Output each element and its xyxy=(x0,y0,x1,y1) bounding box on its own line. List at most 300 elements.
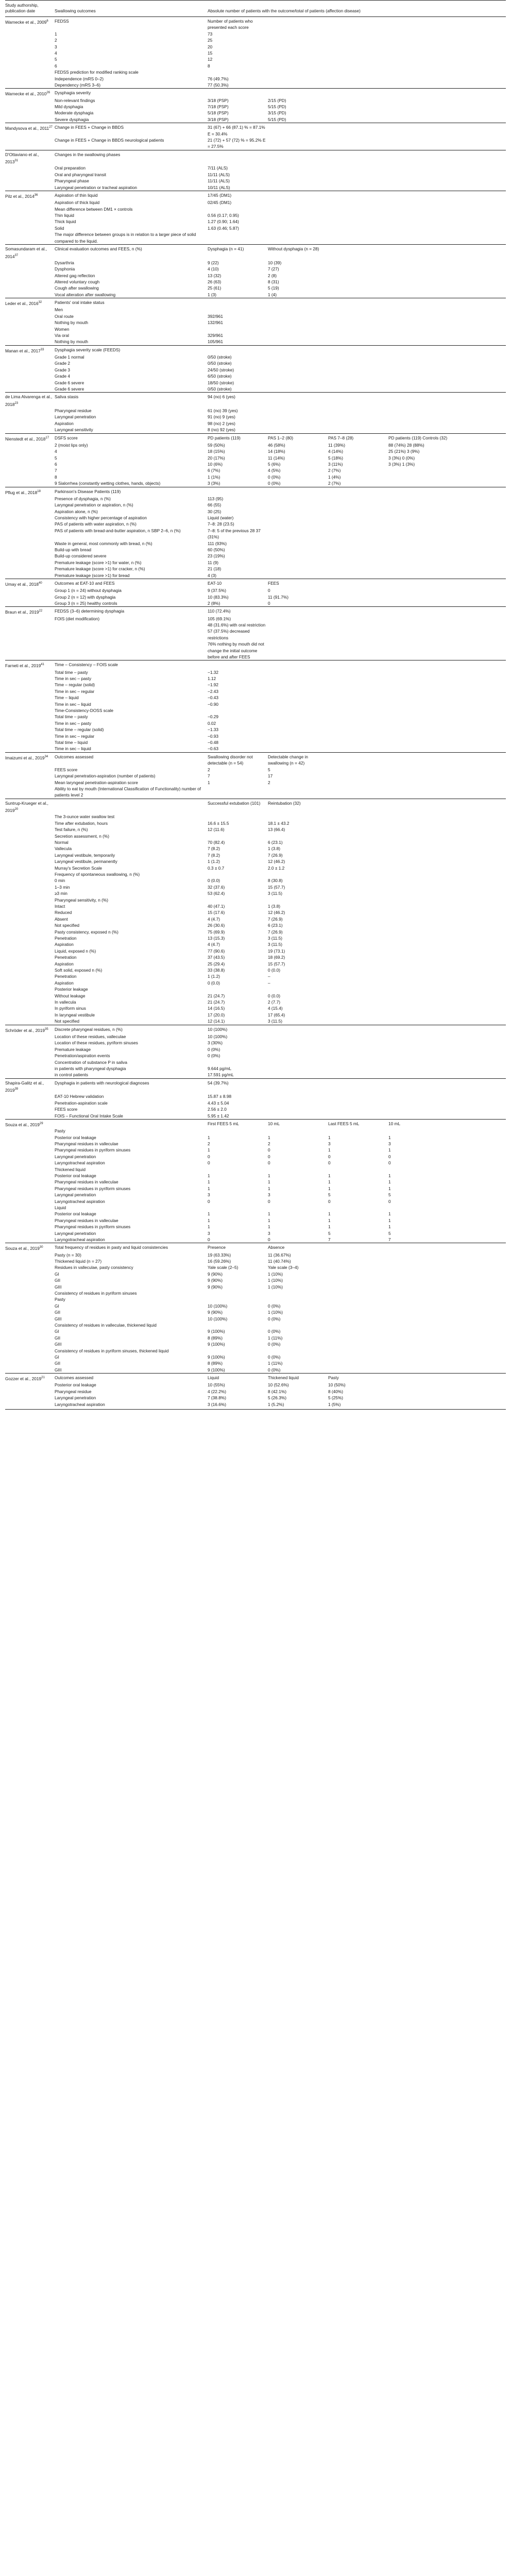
result-cell-2 xyxy=(268,1290,328,1296)
result-cell-2: 3 (11.5) xyxy=(268,891,282,896)
blank-cell xyxy=(5,839,55,845)
blank-cell xyxy=(5,266,55,272)
blank-cell xyxy=(5,739,55,745)
blank-cell xyxy=(5,184,55,191)
result-cell-3 xyxy=(328,669,388,675)
blank-cell xyxy=(5,566,55,572)
table-row xyxy=(5,502,506,508)
outcome-cell: The major difference between groups is in relation to a larger piece of solid compared to the liquid. xyxy=(55,232,196,244)
table-row xyxy=(5,858,506,865)
outcome-cell: Mean difference between DM1 × controls xyxy=(55,206,133,212)
result-cell-1: 4 (10) xyxy=(208,266,219,272)
result-cell-1: 7–8: 28 (23.5) xyxy=(208,521,234,527)
outcome-cell: Oral preparation xyxy=(55,165,86,171)
blank-cell xyxy=(5,360,55,366)
table-row xyxy=(5,701,506,707)
result-cell-2 xyxy=(268,178,328,184)
result-cell-3 xyxy=(328,1072,388,1078)
result-cell-1: 6/50 (stroke) xyxy=(208,374,232,379)
result-cell-4 xyxy=(388,616,506,622)
table-row xyxy=(5,707,506,714)
result-cell-3: 5 xyxy=(328,1192,331,1198)
table-row xyxy=(5,184,506,191)
table-row xyxy=(5,380,506,386)
table-row xyxy=(5,474,506,480)
result-cell-4 xyxy=(388,909,506,916)
table-row xyxy=(5,1367,506,1374)
outcome-cell: Aspiration xyxy=(55,942,74,947)
result-cell-4 xyxy=(388,150,506,165)
result-cell-4 xyxy=(388,1005,506,1011)
outcome-cell: in patients with pharyngeal dysphagia xyxy=(55,1065,126,1071)
result-cell-4 xyxy=(388,1093,506,1099)
study-cell xyxy=(5,1025,55,1033)
study-reference: 18 xyxy=(37,489,41,493)
result-cell-1: 66 (55) xyxy=(208,502,222,508)
result-cell-1: 0.02 xyxy=(208,720,216,726)
result-cell-4: 1 xyxy=(388,1134,391,1140)
table-row xyxy=(5,266,506,272)
study-reference: 36 xyxy=(34,194,38,197)
table-row xyxy=(5,354,506,360)
blank-cell xyxy=(5,641,55,660)
blank-cell xyxy=(5,1033,55,1040)
result-cell-4 xyxy=(388,260,506,266)
result-cell-3 xyxy=(328,1100,388,1106)
outcome-cell: Waste in general, most commonly with bread, n (%) xyxy=(55,540,152,546)
table-row xyxy=(5,307,506,313)
blank-cell xyxy=(5,961,55,967)
result-cell-3: 0 xyxy=(328,1160,331,1166)
study-author: Schröder et al., 2019 xyxy=(5,1027,45,1033)
outcome-cell: GIII xyxy=(55,1342,62,1347)
result-cell-1: −1.33 xyxy=(208,727,218,733)
table-row xyxy=(5,1388,506,1395)
result-cell-2 xyxy=(268,206,328,212)
result-cell-1: −0.48 xyxy=(208,740,218,745)
blank-cell xyxy=(5,622,55,628)
result-cell-3 xyxy=(328,367,388,373)
table-row xyxy=(5,1360,506,1366)
result-cell-4: 88 (74%) 28 (88%) xyxy=(388,442,424,448)
result-cell-3 xyxy=(328,1113,388,1120)
result-cell-4: 1 xyxy=(388,1179,391,1185)
result-cell-4 xyxy=(388,298,506,307)
result-cell-4 xyxy=(388,877,506,884)
table-row xyxy=(5,726,506,733)
result-cell-2: 0 (0%) xyxy=(268,474,281,480)
result-cell-2: 2 xyxy=(268,779,270,785)
result-cell-4 xyxy=(388,427,506,433)
result-cell-1: 13 (15.3) xyxy=(208,936,225,941)
result-cell-3: Last FEES 5 mL xyxy=(328,1119,388,1128)
result-cell-3 xyxy=(328,720,388,726)
result-cell-2 xyxy=(268,231,328,244)
result-cell-2 xyxy=(268,897,328,903)
result-cell-1: 10 (100%) xyxy=(208,1033,228,1039)
result-cell-1: 4.43 ± 5.04 xyxy=(208,1100,229,1106)
blank-cell xyxy=(5,707,55,714)
result-cell-3 xyxy=(328,579,388,588)
blank-cell xyxy=(5,1147,55,1153)
result-cell-3 xyxy=(328,820,388,826)
result-cell-4 xyxy=(388,1388,506,1395)
result-cell-2 xyxy=(268,1033,328,1040)
blank-cell xyxy=(5,1154,55,1160)
result-cell-2 xyxy=(268,1113,328,1120)
study-cell xyxy=(5,607,55,616)
result-cell-2: 5 (6%) xyxy=(268,461,281,467)
outcome-cell: Time after extubation, hours xyxy=(55,820,108,826)
study-cell xyxy=(5,1243,55,1252)
result-cell-2: 12 (46.2) xyxy=(268,859,285,865)
result-cell-3 xyxy=(328,212,388,218)
result-cell-4 xyxy=(388,386,506,393)
result-cell-2: Yale scale (3–4) xyxy=(268,1265,299,1270)
study-reference: 32 xyxy=(38,301,42,304)
study-reference: 41 xyxy=(41,663,44,667)
table-row xyxy=(5,1185,506,1192)
result-cell-3 xyxy=(328,319,388,326)
result-cell-1: 0 (0%) xyxy=(208,1046,220,1052)
result-cell-4 xyxy=(388,1271,506,1277)
result-cell-4 xyxy=(388,1065,506,1072)
result-cell-2: 11 (91.7%) xyxy=(268,594,288,600)
blank-cell xyxy=(5,279,55,285)
result-cell-2 xyxy=(268,720,328,726)
result-cell-2 xyxy=(268,566,328,572)
result-cell-2 xyxy=(268,1078,328,1093)
outcome-cell: Women xyxy=(55,326,70,332)
result-cell-3 xyxy=(328,150,388,165)
result-cell-3 xyxy=(328,1093,388,1099)
blank-cell xyxy=(5,206,55,212)
result-cell-4 xyxy=(388,980,506,986)
blank-cell xyxy=(5,455,55,461)
result-cell-2 xyxy=(268,420,328,427)
result-cell-2 xyxy=(268,56,328,62)
blank-cell xyxy=(5,814,55,820)
blank-cell xyxy=(5,1341,55,1347)
blank-cell xyxy=(5,967,55,973)
result-cell-3 xyxy=(328,986,388,992)
study-author: Mandysova et al., 2011 xyxy=(5,126,49,131)
outcome-cell: 3 xyxy=(55,44,57,49)
result-cell-4 xyxy=(388,172,506,178)
result-cell-1 xyxy=(208,871,268,877)
result-cell-1: 61 (no) 39 (yes) xyxy=(208,408,238,413)
result-cell-4 xyxy=(388,622,506,628)
result-cell-4 xyxy=(388,408,506,414)
result-cell-3 xyxy=(328,540,388,547)
result-cell-4 xyxy=(388,1258,506,1264)
result-cell-3 xyxy=(328,313,388,319)
outcome-cell: Laryngeal penetration xyxy=(55,414,96,420)
table-row xyxy=(5,199,506,206)
result-cell-3 xyxy=(328,890,388,896)
study-outcomes-table xyxy=(5,0,506,1410)
result-cell-3 xyxy=(328,999,388,1005)
result-cell-4 xyxy=(388,212,506,218)
outcome-cell: PAS of patients with bread-and-butter aspiration, n SBP 2–6, n (%) xyxy=(55,528,181,533)
outcome-cell: Pasty xyxy=(55,1128,65,1134)
result-cell-3: 1 xyxy=(328,1211,331,1217)
result-cell-2 xyxy=(268,393,328,408)
table-row xyxy=(5,1059,506,1065)
result-cell-4 xyxy=(388,547,506,553)
result-cell-1: 5/18 (PSP) xyxy=(208,110,229,116)
result-cell-3: 3 (11%) xyxy=(328,461,343,467)
result-cell-1: 9 (100%) xyxy=(208,1367,225,1372)
study-author: Suntrup-Krueger et al., 2019 xyxy=(5,800,48,813)
result-cell-3 xyxy=(328,1360,388,1366)
blank-cell xyxy=(5,1179,55,1185)
outcome-cell: Time in sec – pasty xyxy=(55,676,92,681)
result-cell-4: 1 xyxy=(388,1147,391,1153)
table-row xyxy=(5,607,506,616)
blank-cell xyxy=(5,1335,55,1341)
result-cell-1: 0/50 (stroke) xyxy=(208,361,232,366)
outcome-cell: Time in sec – liquid xyxy=(55,701,91,707)
outcome-cell: Laryngotracheal aspiration xyxy=(55,1237,105,1242)
blank-cell xyxy=(5,373,55,379)
outcome-cell: 9 Sialorrhea (constantly wetting clothes, hands, objects) xyxy=(55,481,161,486)
result-cell-4 xyxy=(388,1059,506,1065)
study-author: Imaizumi et al., 2019 xyxy=(5,755,45,760)
blank-cell xyxy=(5,884,55,890)
outcome-cell: ≥3 min xyxy=(55,891,67,896)
result-cell-4 xyxy=(388,1053,506,1059)
result-cell-1 xyxy=(208,707,268,714)
table-row xyxy=(5,123,506,137)
outcome-cell: Time – Consistency – FOIS scale xyxy=(55,660,208,669)
table-row xyxy=(5,852,506,858)
result-cell-1: −1.32 xyxy=(208,669,218,675)
table-row xyxy=(5,218,506,225)
result-cell-3 xyxy=(328,967,388,973)
table-row xyxy=(5,408,506,414)
blank-cell xyxy=(5,515,55,521)
result-cell-1: 1 (1.2) xyxy=(208,859,220,865)
result-cell-2: 0 xyxy=(268,588,270,594)
result-cell-4 xyxy=(388,1401,506,1410)
result-cell-4 xyxy=(388,1328,506,1334)
result-cell-3 xyxy=(328,1059,388,1065)
result-cell-3: 1 xyxy=(328,1217,331,1223)
outcome-cell: in control patients xyxy=(55,1072,89,1078)
table-row xyxy=(5,714,506,720)
blank-cell xyxy=(5,1395,55,1401)
blank-cell xyxy=(5,1166,55,1173)
result-cell-4 xyxy=(388,820,506,826)
result-cell-2 xyxy=(268,814,328,820)
result-cell-3 xyxy=(328,961,388,967)
outcome-cell: Pasty consistency, exposed n (%) xyxy=(55,929,118,935)
outcome-cell: Laryngeal penetration or aspiration, n (%) xyxy=(55,502,133,508)
blank-cell xyxy=(5,688,55,694)
result-cell-2 xyxy=(268,338,328,345)
outcome-cell: 8 xyxy=(55,474,57,480)
blank-cell xyxy=(5,63,55,69)
table-row xyxy=(5,461,506,467)
result-cell-1: 2 xyxy=(208,1141,210,1146)
outcome-cell: Grade 6 severe xyxy=(55,380,84,385)
table-row xyxy=(5,916,506,922)
result-cell-3: 0 xyxy=(328,1198,331,1204)
result-cell-2 xyxy=(268,1059,328,1065)
result-cell-4 xyxy=(388,726,506,733)
result-cell-4 xyxy=(388,999,506,1005)
blank-cell xyxy=(5,1160,55,1166)
outcome-cell: Dysphagia in patients with neurological diagnoses xyxy=(55,1078,208,1093)
table-row xyxy=(5,1072,506,1078)
result-cell-2 xyxy=(268,607,328,616)
blank-cell xyxy=(5,897,55,903)
blank-cell xyxy=(5,1198,55,1205)
table-row xyxy=(5,1154,506,1160)
result-cell-1: 1 xyxy=(208,779,210,785)
result-cell-4 xyxy=(388,1354,506,1360)
study-author: Warnecke et al., 2009 xyxy=(5,19,47,25)
blank-cell xyxy=(5,594,55,600)
result-cell-2: 14 (18%) xyxy=(268,449,285,454)
result-cell-4 xyxy=(388,720,506,726)
result-cell-4 xyxy=(388,1243,506,1252)
result-cell-1: 20 (17%) xyxy=(208,455,225,461)
result-cell-4 xyxy=(388,50,506,56)
result-cell-4 xyxy=(388,579,506,588)
table-row xyxy=(5,540,506,547)
table-row xyxy=(5,165,506,171)
result-cell-4 xyxy=(388,345,506,354)
table-row xyxy=(5,1093,506,1099)
blank-cell xyxy=(5,1059,55,1065)
outcome-cell: Dysphonia xyxy=(55,266,75,272)
study-cell xyxy=(5,150,55,165)
result-cell-3 xyxy=(328,752,388,766)
outcome-cell: Penetration xyxy=(55,974,77,979)
study-author: Shapira-Galitz et al., 2019 xyxy=(5,1080,44,1093)
study-reference: 33 xyxy=(40,348,44,351)
result-cell-3 xyxy=(328,206,388,212)
outcome-cell: Location of these residues, valleculae xyxy=(55,1033,126,1039)
result-cell-4: 3 (3%) 0 (0%) xyxy=(388,455,415,461)
table-row xyxy=(5,1113,506,1120)
blank-cell xyxy=(5,496,55,502)
study-reference: 17 xyxy=(45,436,49,439)
result-cell-3 xyxy=(328,1166,388,1173)
outcome-cell: Thickened liquid (n = 27) xyxy=(55,1258,102,1264)
blank-cell xyxy=(5,1065,55,1072)
result-cell-1: 8 (no) 92 (yes) xyxy=(208,427,235,433)
table-row xyxy=(5,553,506,559)
result-cell-3 xyxy=(328,852,388,858)
blank-cell xyxy=(5,773,55,779)
outcome-cell: Total frequency of residues in pasty and liquid consistencies xyxy=(55,1243,208,1252)
outcome-cell xyxy=(55,1119,208,1128)
result-cell-2 xyxy=(268,172,328,178)
result-cell-2: 46 (58%) xyxy=(268,442,285,448)
result-cell-3 xyxy=(328,285,388,291)
result-cell-2 xyxy=(268,641,328,660)
result-cell-4 xyxy=(388,104,506,110)
blank-cell xyxy=(5,467,55,473)
outcome-cell: 2 (moist lips only) xyxy=(55,442,88,448)
result-cell-2: 15 (57.7) xyxy=(268,961,285,967)
result-cell-4 xyxy=(388,641,506,660)
table-row xyxy=(5,1401,506,1410)
result-cell-2 xyxy=(268,408,328,414)
outcome-cell: Moderate dysphagia xyxy=(55,110,94,116)
outcome-cell: Pasty xyxy=(55,1297,65,1302)
result-cell-3: 3 xyxy=(328,1141,331,1146)
result-cell-3 xyxy=(328,260,388,266)
result-cell-1 xyxy=(208,298,268,307)
result-cell-1: 113 (95) xyxy=(208,496,224,501)
result-cell-3 xyxy=(328,622,388,628)
outcome-cell: Consistency of residues in valleculae, thickened liquid xyxy=(55,1323,157,1328)
result-cell-1: 17.591 pg/mL xyxy=(208,1072,234,1078)
result-cell-4 xyxy=(388,89,506,97)
outcome-cell: In pyriform sinus xyxy=(55,1006,86,1011)
blank-cell xyxy=(5,903,55,909)
result-cell-4 xyxy=(388,367,506,373)
outcome-cell: Via oral xyxy=(55,332,69,338)
result-cell-3 xyxy=(328,1303,388,1309)
result-cell-4 xyxy=(388,540,506,547)
result-cell-2: 0 (0%) xyxy=(268,1329,281,1334)
outcome-cell: Absent xyxy=(55,916,68,922)
result-cell-2 xyxy=(268,360,328,366)
result-cell-3 xyxy=(328,487,388,496)
result-cell-2 xyxy=(268,191,328,200)
result-cell-2: 0 (0%) xyxy=(268,1316,281,1321)
result-cell-2 xyxy=(268,37,328,43)
result-cell-4 xyxy=(388,1284,506,1290)
result-cell-3 xyxy=(328,408,388,414)
result-cell-4 xyxy=(388,916,506,922)
result-cell-4 xyxy=(388,502,506,508)
result-cell-4 xyxy=(388,480,506,487)
result-cell-3 xyxy=(328,104,388,110)
result-cell-4: 3 xyxy=(388,1141,391,1146)
result-cell-2: 11 (40.74%) xyxy=(268,1258,291,1264)
blank-cell xyxy=(5,745,55,752)
result-cell-2 xyxy=(268,628,328,641)
result-cell-1: 30 (25) xyxy=(208,509,222,514)
result-cell-4 xyxy=(388,967,506,973)
result-cell-1: 0.56 (0.17; 0.95) xyxy=(208,213,239,218)
result-cell-1: 10 (100%) xyxy=(208,1025,268,1033)
table-row xyxy=(5,1341,506,1347)
result-cell-1: 60 (50%) xyxy=(208,547,225,552)
result-cell-3 xyxy=(328,218,388,225)
result-cell-1: 3/18 (PSP) xyxy=(208,97,229,103)
result-cell-3 xyxy=(328,515,388,521)
result-cell-3 xyxy=(328,279,388,285)
result-cell-3 xyxy=(328,380,388,386)
result-cell-4 xyxy=(388,1348,506,1354)
result-cell-1 xyxy=(208,1348,268,1354)
study-cell xyxy=(5,345,55,354)
table-row xyxy=(5,150,506,165)
table-row xyxy=(5,799,506,814)
result-cell-2: 8 (42.1%) xyxy=(268,1388,286,1394)
result-cell-1: 59 (50%) xyxy=(208,442,225,448)
result-cell-4 xyxy=(388,199,506,206)
blank-cell xyxy=(5,137,55,150)
table-row xyxy=(5,1160,506,1166)
